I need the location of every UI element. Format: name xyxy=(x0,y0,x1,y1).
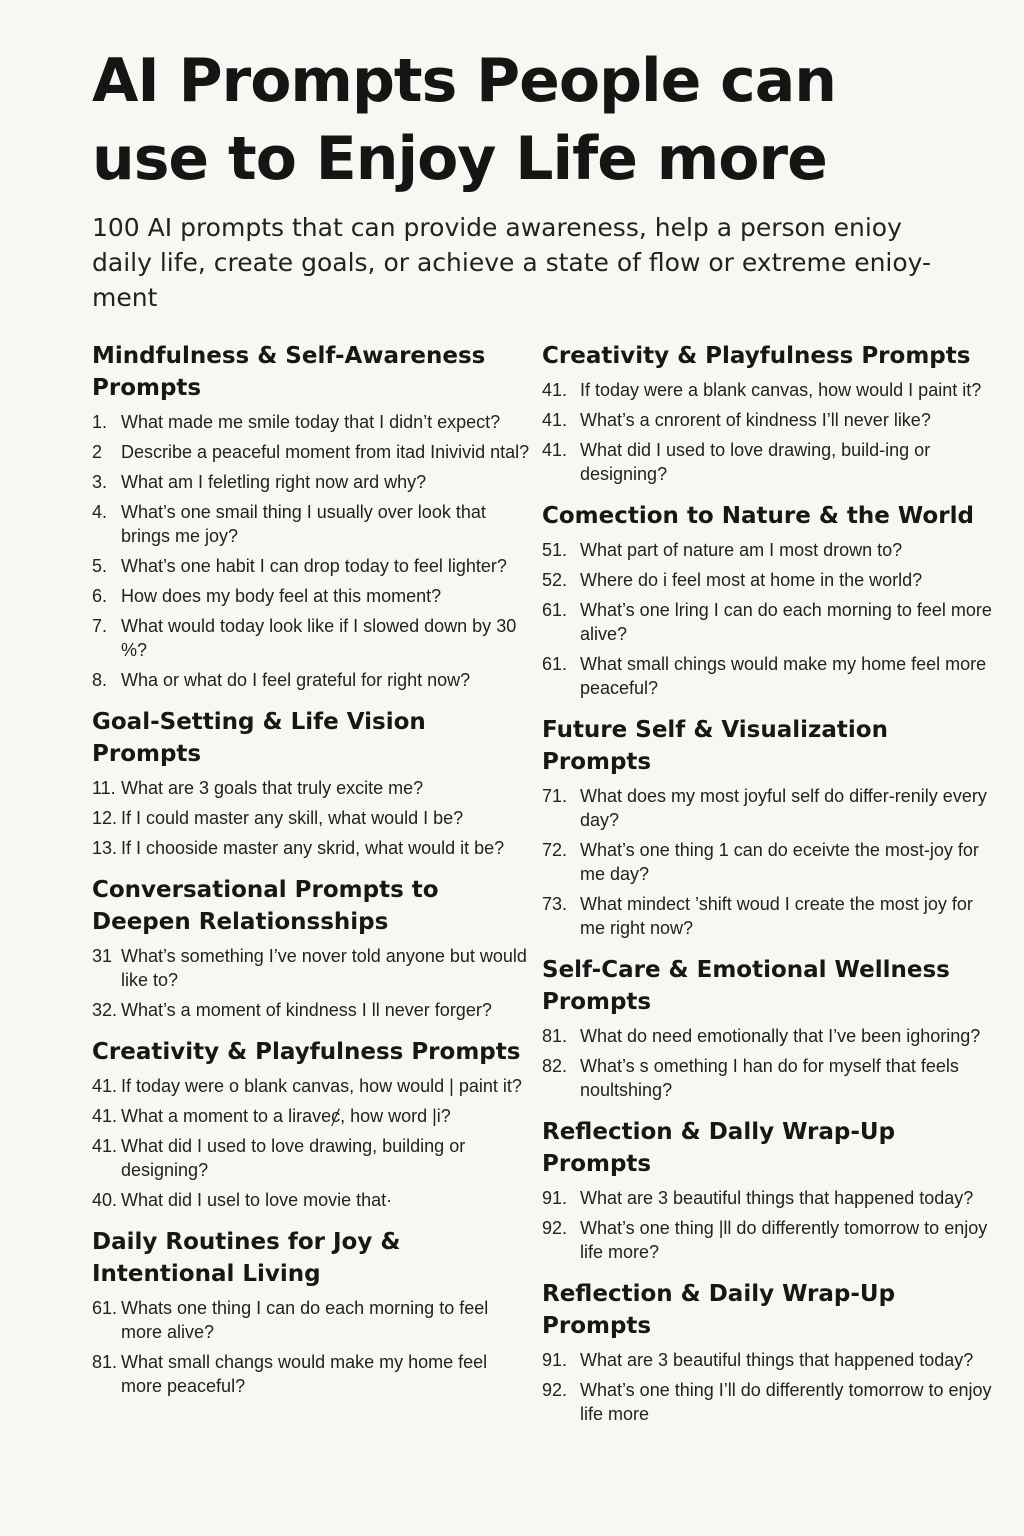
list-item xyxy=(92,500,532,548)
item-text: If today were o blank canvas, how would | paint it? xyxy=(121,1076,522,1096)
item-text: What part of nature am I most drown to? xyxy=(580,540,903,560)
item-text: What’s one smail thing I usually over look that brings me joy? xyxy=(121,502,486,546)
item-text: What’s something I’ve nover told anyone but would like to? xyxy=(121,946,527,990)
item-number: 92. xyxy=(542,1380,568,1400)
prompt-section xyxy=(542,500,1002,700)
item-number: 91. xyxy=(542,1350,568,1370)
left-column xyxy=(92,340,532,1412)
page-subtitle: 100 AI prompts that can provide awareness, help a person enioy daily life, create goals, or achieve a state of flow or extreme enioy-ment xyxy=(92,213,932,312)
item-number: 71. xyxy=(542,786,568,806)
list-item xyxy=(542,652,1002,700)
list-item xyxy=(542,1054,1002,1102)
item-text: What made me smile today that I didn’t expect? xyxy=(121,412,501,432)
item-text: What’s s omething I han do for myself that feels noultshing? xyxy=(580,1056,959,1100)
item-number: 82. xyxy=(542,1056,568,1076)
item-number: 41. xyxy=(92,1136,118,1156)
list-item xyxy=(92,614,532,662)
item-number: 72. xyxy=(542,840,568,860)
section-heading: Goal-Setting & Life Vision Prompts xyxy=(92,709,426,767)
item-text: What small chings would make my home feel more peaceful? xyxy=(580,654,987,698)
item-number: 92. xyxy=(542,1218,568,1238)
item-text: If I chooside master any skrid, what would it be? xyxy=(121,838,505,858)
item-text: What are 3 beautiful things that happened today? xyxy=(580,1350,974,1370)
section-heading: Reflection & Daily Wrap-Up Prompts xyxy=(542,1281,896,1339)
item-text: If today were a blank canvas, how would I paint it? xyxy=(580,380,982,400)
item-number: 41. xyxy=(92,1076,118,1096)
prompt-section xyxy=(92,340,532,692)
item-number: 91. xyxy=(542,1188,568,1208)
section-heading: Creativity & Playfulness Prompts xyxy=(542,343,971,369)
item-number: 61. xyxy=(92,1298,118,1318)
list-item xyxy=(92,668,532,692)
item-text: What would today look like if I slowed down by 30 %? xyxy=(121,616,517,660)
list-item xyxy=(542,1216,1002,1264)
item-text: Where do i feel most at home in the world? xyxy=(580,570,923,590)
item-number: 5. xyxy=(92,556,108,576)
item-text: What’s a cnrorent of kindness I’ll never like? xyxy=(580,410,931,430)
prompt-section xyxy=(92,874,532,1022)
item-text: What does my most joyful self do differ-renily every day? xyxy=(580,786,987,830)
list-item xyxy=(92,944,532,992)
item-number: 11. xyxy=(92,778,116,798)
list-item xyxy=(92,1104,532,1128)
item-text: What’s a moment of kindness I ll never forger? xyxy=(121,1000,492,1020)
list-item xyxy=(92,1188,532,1212)
list-item xyxy=(542,892,1002,940)
section-heading: Creativity & Playfulness Prompts xyxy=(92,1039,521,1065)
prompt-section xyxy=(542,1278,1002,1426)
item-text: How does my body feel at this moment? xyxy=(121,586,442,606)
list-item xyxy=(542,438,1002,486)
list-item xyxy=(542,568,1002,592)
list-item xyxy=(92,806,532,830)
item-number: 81. xyxy=(542,1026,568,1046)
list-item xyxy=(92,1074,532,1098)
item-text: Wha or what do I feel grateful for right now? xyxy=(121,670,471,690)
item-number: 41. xyxy=(542,410,568,430)
list-item xyxy=(92,440,532,464)
item-text: Describe a peaceful moment from itad Inivivid ntal? xyxy=(121,442,530,462)
item-text: What’s one thing |ll do differently tomorrow to enjoy life more? xyxy=(580,1218,988,1262)
item-text: What’s one thing 1 can do eceivte the most-joy for me day? xyxy=(580,840,979,884)
item-number: 40. xyxy=(92,1190,118,1210)
section-heading: Daily Routines for Joy & Intentional Living xyxy=(92,1229,401,1287)
list-item xyxy=(92,836,532,860)
list-item xyxy=(92,1134,532,1182)
item-number: 61. xyxy=(542,654,568,674)
section-heading: Comection to Nature & the World xyxy=(542,503,974,529)
item-number: 51. xyxy=(542,540,568,560)
item-number: 81. xyxy=(92,1352,118,1372)
item-number: 2 xyxy=(92,442,103,462)
section-heading: Conversational Prompts to Deepen Relationsships xyxy=(92,877,439,935)
item-number: 52. xyxy=(542,570,568,590)
prompt-section xyxy=(542,714,1002,940)
list-item xyxy=(542,598,1002,646)
item-text: What’s one habit I can drop today to feel lighter? xyxy=(121,556,507,576)
item-text: Whats one thing I can do each morning to feel more alive? xyxy=(121,1298,489,1342)
list-item xyxy=(542,1024,1002,1048)
item-number: 7. xyxy=(92,616,108,636)
list-item xyxy=(542,1348,1002,1372)
item-text: What do need emotionally that I’ve been ighoring? xyxy=(580,1026,981,1046)
page-title: AI Prompts People can use to Enjoy Life more xyxy=(92,46,836,194)
prompt-section xyxy=(542,340,1002,486)
item-text: What did I used to love drawing, building or designing? xyxy=(121,1136,466,1180)
item-text: What did I used to love drawing, build-ing or designing? xyxy=(580,440,931,484)
item-number: 41. xyxy=(542,380,568,400)
list-item xyxy=(92,1350,532,1398)
item-number: 31 xyxy=(92,946,113,966)
list-item xyxy=(542,784,1002,832)
item-number: 73. xyxy=(542,894,568,914)
list-item xyxy=(92,998,532,1022)
prompt-section xyxy=(92,706,532,860)
item-number: 41. xyxy=(92,1106,118,1126)
item-number: 6. xyxy=(92,586,108,606)
section-heading: Self-Care & Emotional Wellness Prompts xyxy=(542,957,950,1015)
item-number: 61. xyxy=(542,600,568,620)
list-item xyxy=(92,1296,532,1344)
prompt-section xyxy=(92,1036,532,1212)
list-item xyxy=(542,378,1002,402)
prompt-section xyxy=(92,1226,532,1398)
item-number: 41. xyxy=(542,440,568,460)
item-text: What’s one thing I’ll do differently tomorrow to enjoy life more xyxy=(580,1380,992,1424)
item-number: 13. xyxy=(92,838,118,858)
list-item xyxy=(92,554,532,578)
item-text: If I could master any skill, what would I be? xyxy=(121,808,464,828)
item-number: 12. xyxy=(92,808,118,828)
item-text: What’s one lring I can do each morning to feel more alive? xyxy=(580,600,992,644)
section-heading: Mindfulness & Self-Awareness Prompts xyxy=(92,343,486,401)
list-item xyxy=(542,838,1002,886)
item-text: What are 3 beautiful things that happened today? xyxy=(580,1188,974,1208)
item-text: What small changs would make my home feel more peaceful? xyxy=(121,1352,488,1396)
list-item xyxy=(92,470,532,494)
item-text: What am I feletling right now ard why? xyxy=(121,472,427,492)
prompt-section xyxy=(542,954,1002,1102)
item-text: What are 3 goals that truly excite me? xyxy=(121,778,424,798)
prompt-section xyxy=(542,1116,1002,1264)
item-text: What a moment to a liraveȼ, how word |i? xyxy=(121,1106,451,1126)
right-column xyxy=(542,340,1002,1440)
item-text: What did I usel to love movie that· xyxy=(121,1190,393,1210)
list-item xyxy=(542,1378,1002,1426)
item-number: 3. xyxy=(92,472,108,492)
section-heading: Reflection & Dally Wrap-Up Prompts xyxy=(542,1119,896,1177)
section-heading: Future Self & Visualization Prompts xyxy=(542,717,888,775)
item-number: 8. xyxy=(92,670,108,690)
item-number: 32. xyxy=(92,1000,118,1020)
item-number: 1. xyxy=(92,412,108,432)
list-item xyxy=(92,776,532,800)
list-item xyxy=(92,584,532,608)
list-item xyxy=(542,1186,1002,1210)
item-text: What mindect ’shift woud I create the most joy for me right now? xyxy=(580,894,973,938)
list-item xyxy=(542,538,1002,562)
item-number: 4. xyxy=(92,502,108,522)
list-item xyxy=(92,410,532,434)
list-item xyxy=(542,408,1002,432)
